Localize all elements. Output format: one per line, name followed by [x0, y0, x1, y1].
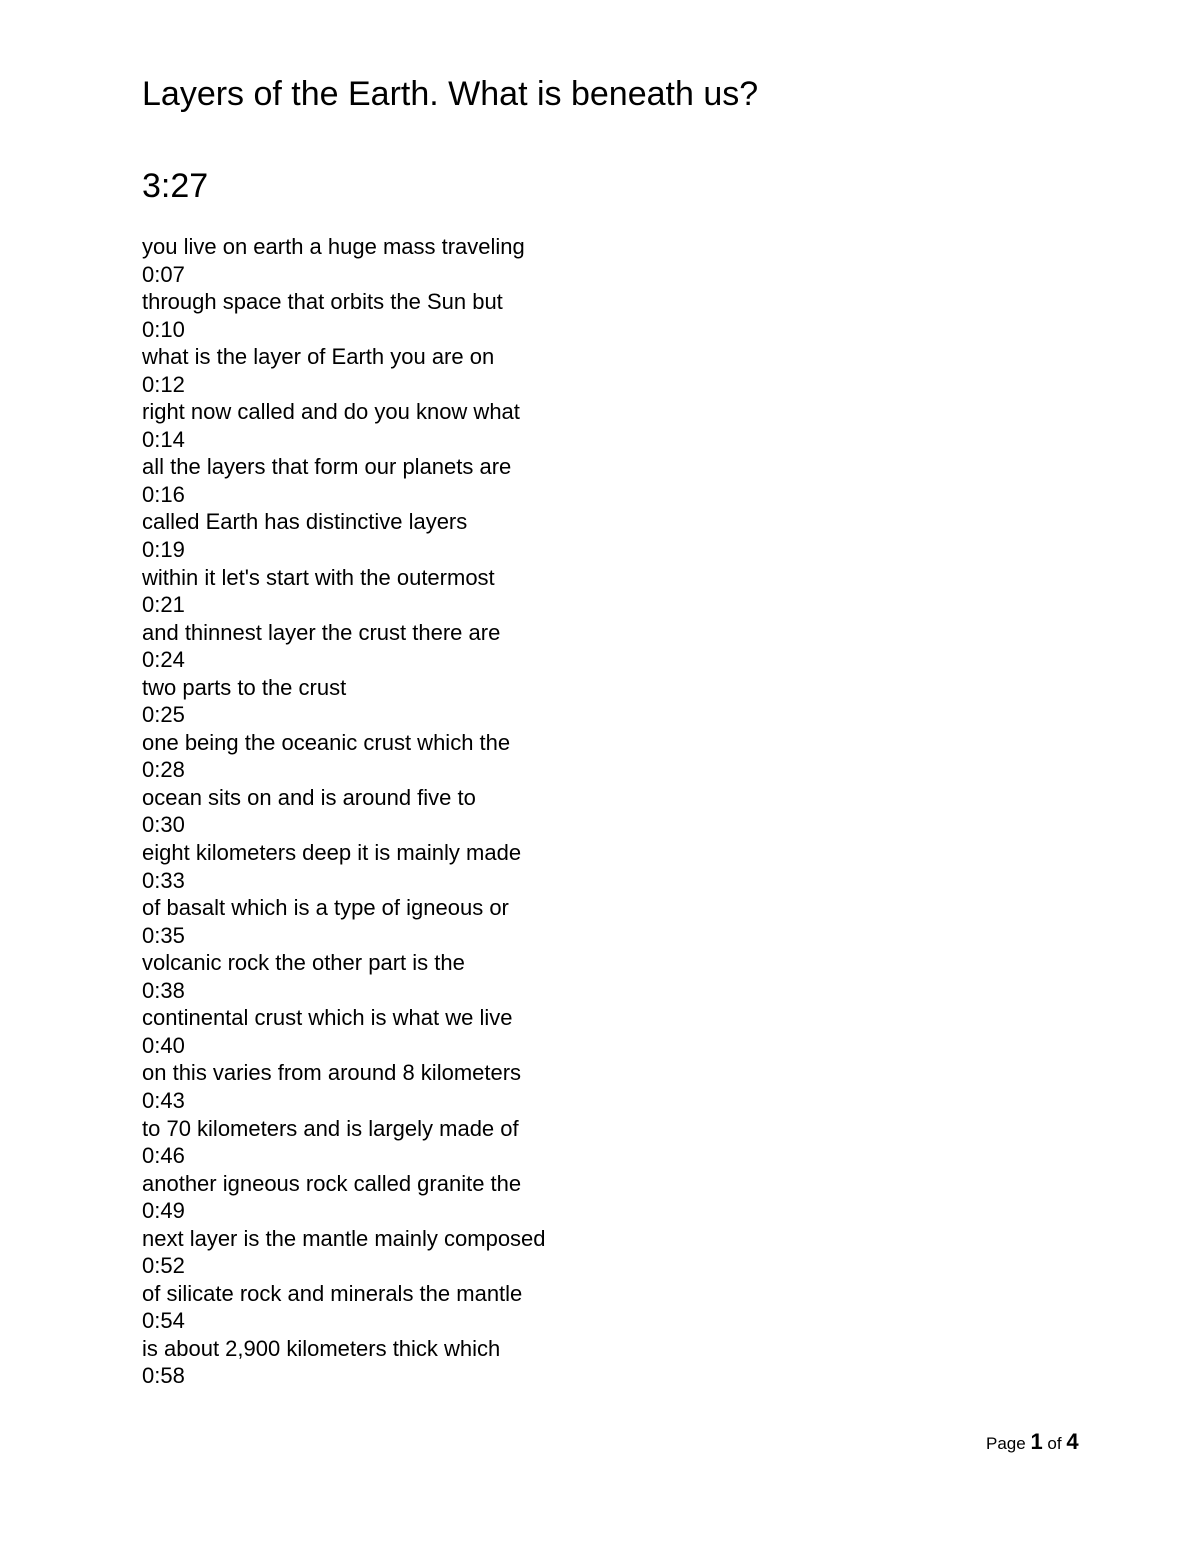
timestamp: 0:43 [142, 1087, 185, 1113]
caption-text: eight kilometers deep it is mainly made [142, 840, 522, 866]
caption-text: through space that orbits the Sun but [142, 289, 503, 315]
page-label: Page [986, 1434, 1026, 1453]
timestamp: 0:16 [142, 481, 185, 507]
caption-text: to 70 kilometers and is largely made of [142, 1115, 519, 1141]
caption-text: next layer is the mantle mainly composed [142, 1225, 546, 1251]
timestamp: 0:24 [142, 647, 185, 673]
caption-text: right now called and do you know what [142, 399, 520, 425]
timestamp: 0:14 [142, 426, 185, 452]
video-duration: 3:27 [142, 167, 209, 205]
transcript-entry [142, 674, 662, 729]
timestamp: 0:38 [142, 977, 185, 1003]
caption-text: of basalt which is a type of igneous or [142, 895, 509, 921]
timestamp: 0:35 [142, 922, 185, 948]
transcript-entry [142, 1335, 662, 1390]
caption-text: all the layers that form our planets are [142, 454, 512, 480]
transcript-entry [142, 343, 662, 398]
current-page: 1 [1030, 1429, 1043, 1454]
timestamp: 0:28 [142, 757, 185, 783]
total-pages: 4 [1066, 1429, 1079, 1454]
timestamp: 0:30 [142, 812, 185, 838]
timestamp: 0:40 [142, 1032, 185, 1058]
transcript-entry [142, 839, 662, 894]
caption-text: another igneous rock called granite the [142, 1170, 522, 1196]
caption-text: one being the oceanic crust which the [142, 729, 511, 755]
timestamp: 0:19 [142, 537, 185, 563]
timestamp: 0:46 [142, 1143, 185, 1169]
caption-text: called Earth has distinctive layers [142, 509, 468, 535]
transcript-entry [142, 564, 662, 619]
caption-text: and thinnest layer the crust there are [142, 619, 501, 645]
transcript-entry [142, 1280, 662, 1335]
transcript-entry [142, 288, 662, 343]
page-number [986, 1428, 1079, 1458]
transcript-entry [142, 1115, 662, 1170]
caption-text: within it let's start with the outermost [142, 564, 495, 590]
transcript-entry [142, 508, 662, 563]
timestamp: 0:33 [142, 867, 185, 893]
transcript-entry [142, 398, 662, 453]
transcript-entry [142, 1225, 662, 1280]
timestamp: 0:25 [142, 702, 185, 728]
caption-text: two parts to the crust [142, 674, 347, 700]
caption-text: is about 2,900 kilometers thick which [142, 1335, 501, 1361]
transcript-entry [142, 1059, 662, 1114]
caption-text: what is the layer of Earth you are on [142, 344, 495, 370]
transcript-entry [142, 894, 662, 949]
caption-text: of silicate rock and minerals the mantle [142, 1280, 523, 1306]
transcript-entry [142, 233, 662, 288]
transcript-entry [142, 784, 662, 839]
timestamp: 0:10 [142, 316, 185, 342]
caption-text: volcanic rock the other part is the [142, 950, 465, 976]
timestamp: 0:49 [142, 1198, 185, 1224]
caption-text: ocean sits on and is around five to [142, 784, 476, 810]
document-title: Layers of the Earth. What is beneath us? [142, 75, 759, 113]
transcript-entry [142, 453, 662, 508]
caption-text: you live on earth a huge mass traveling [142, 234, 525, 259]
timestamp: 0:12 [142, 371, 185, 397]
page-of-label: of [1047, 1434, 1062, 1453]
caption-text: continental crust which is what we live [142, 1005, 513, 1031]
timestamp: 0:52 [142, 1253, 185, 1279]
transcript-entry [142, 619, 662, 674]
transcript-entry [142, 949, 662, 1004]
timestamp: 0:58 [142, 1363, 185, 1389]
transcript-entry [142, 729, 662, 784]
timestamp: 0:54 [142, 1308, 185, 1334]
transcript [142, 233, 662, 1390]
timestamp: 0:21 [142, 592, 185, 618]
transcript-entry [142, 1170, 662, 1225]
caption-text: on this varies from around 8 kilometers [142, 1060, 522, 1086]
timestamp: 0:07 [142, 261, 185, 287]
transcript-entry [142, 1004, 662, 1059]
